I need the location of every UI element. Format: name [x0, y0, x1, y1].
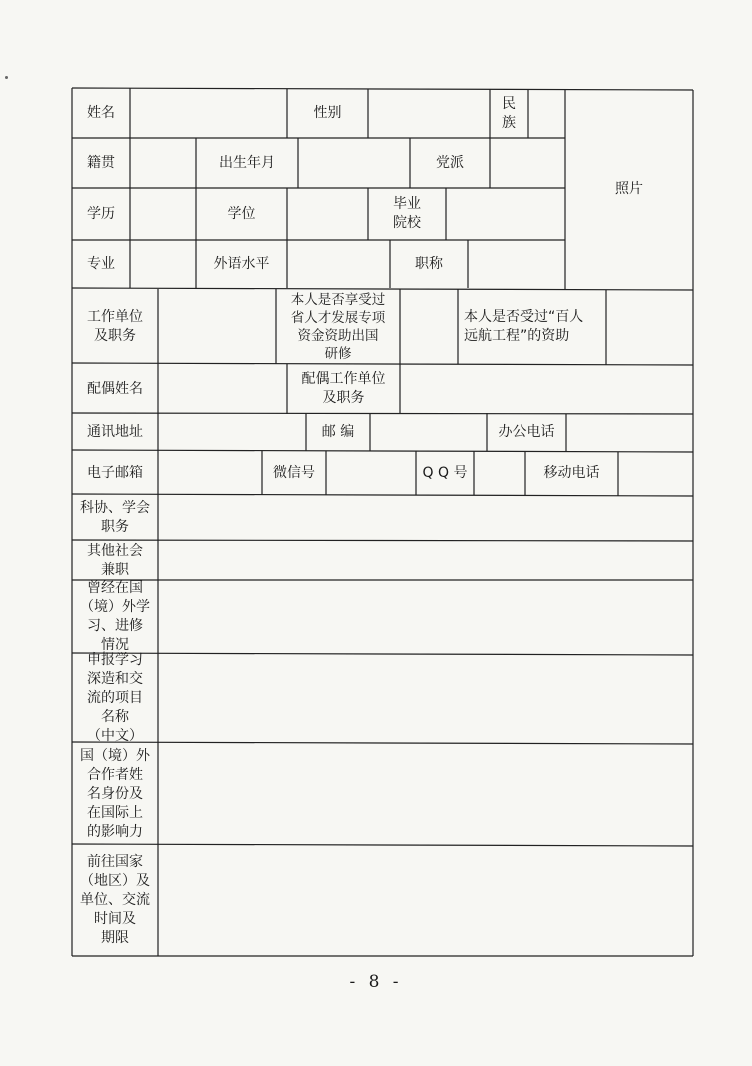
- major-label: 专业: [87, 255, 115, 272]
- email-label: 电子邮箱: [87, 464, 143, 481]
- photo-box: 照片: [615, 180, 643, 197]
- ethnicity-label: 民 族: [502, 95, 516, 131]
- page-number: - 8 -: [349, 972, 403, 992]
- project-name-label: 申报学习 深造和交 流的项目 名称 （中文）: [87, 652, 143, 744]
- spouse-work-unit-label: 配偶工作单位 及职务: [301, 371, 386, 406]
- graduate-school-label: 毕业 院校: [393, 196, 421, 231]
- native-place-label: 籍贯: [87, 154, 115, 171]
- foreign-partner-label: 国（境）外 合作者姓 名身份及 在国际上 的影响力: [80, 747, 150, 840]
- association-role-label: 科协、学会 职务: [80, 500, 150, 535]
- postcode-label: 邮 编: [321, 423, 355, 440]
- wechat-label: 微信号: [273, 464, 315, 481]
- gender-label: 性别: [313, 105, 342, 121]
- party-label: 党派: [436, 154, 464, 171]
- address-label: 通讯地址: [87, 423, 143, 440]
- professional-title-label: 职称: [415, 255, 443, 272]
- work-unit-label: 工作单位 及职务: [87, 308, 143, 344]
- name-label: 姓名: [87, 104, 115, 121]
- destination-label: 前往国家 （地区）及 单位、交流 时间及 期限: [80, 854, 150, 946]
- social-roles-label: 其他社会 兼职: [87, 542, 143, 578]
- education-label: 学历: [87, 205, 115, 222]
- study-abroad-history-label: 曾经在国 （境）外学 习、进修 情况: [80, 580, 150, 653]
- foreign-language-label: 外语水平: [213, 255, 270, 272]
- provincial-funding-label: 本人是否享受过 省人才发展专项 资金资助出国 研修: [290, 291, 386, 362]
- degree-label: 学位: [227, 205, 256, 222]
- spouse-name-label: 配偶姓名: [87, 380, 143, 397]
- hundred-talents-funding-label: 本人是否受过“百人 远航工程”的资助: [464, 308, 584, 344]
- birth-date-label: 出生年月: [219, 154, 275, 171]
- mobile-phone-label: 移动电话: [543, 464, 600, 481]
- office-phone-label: 办公电话: [498, 423, 555, 440]
- qq-label: Q Q 号: [422, 464, 468, 481]
